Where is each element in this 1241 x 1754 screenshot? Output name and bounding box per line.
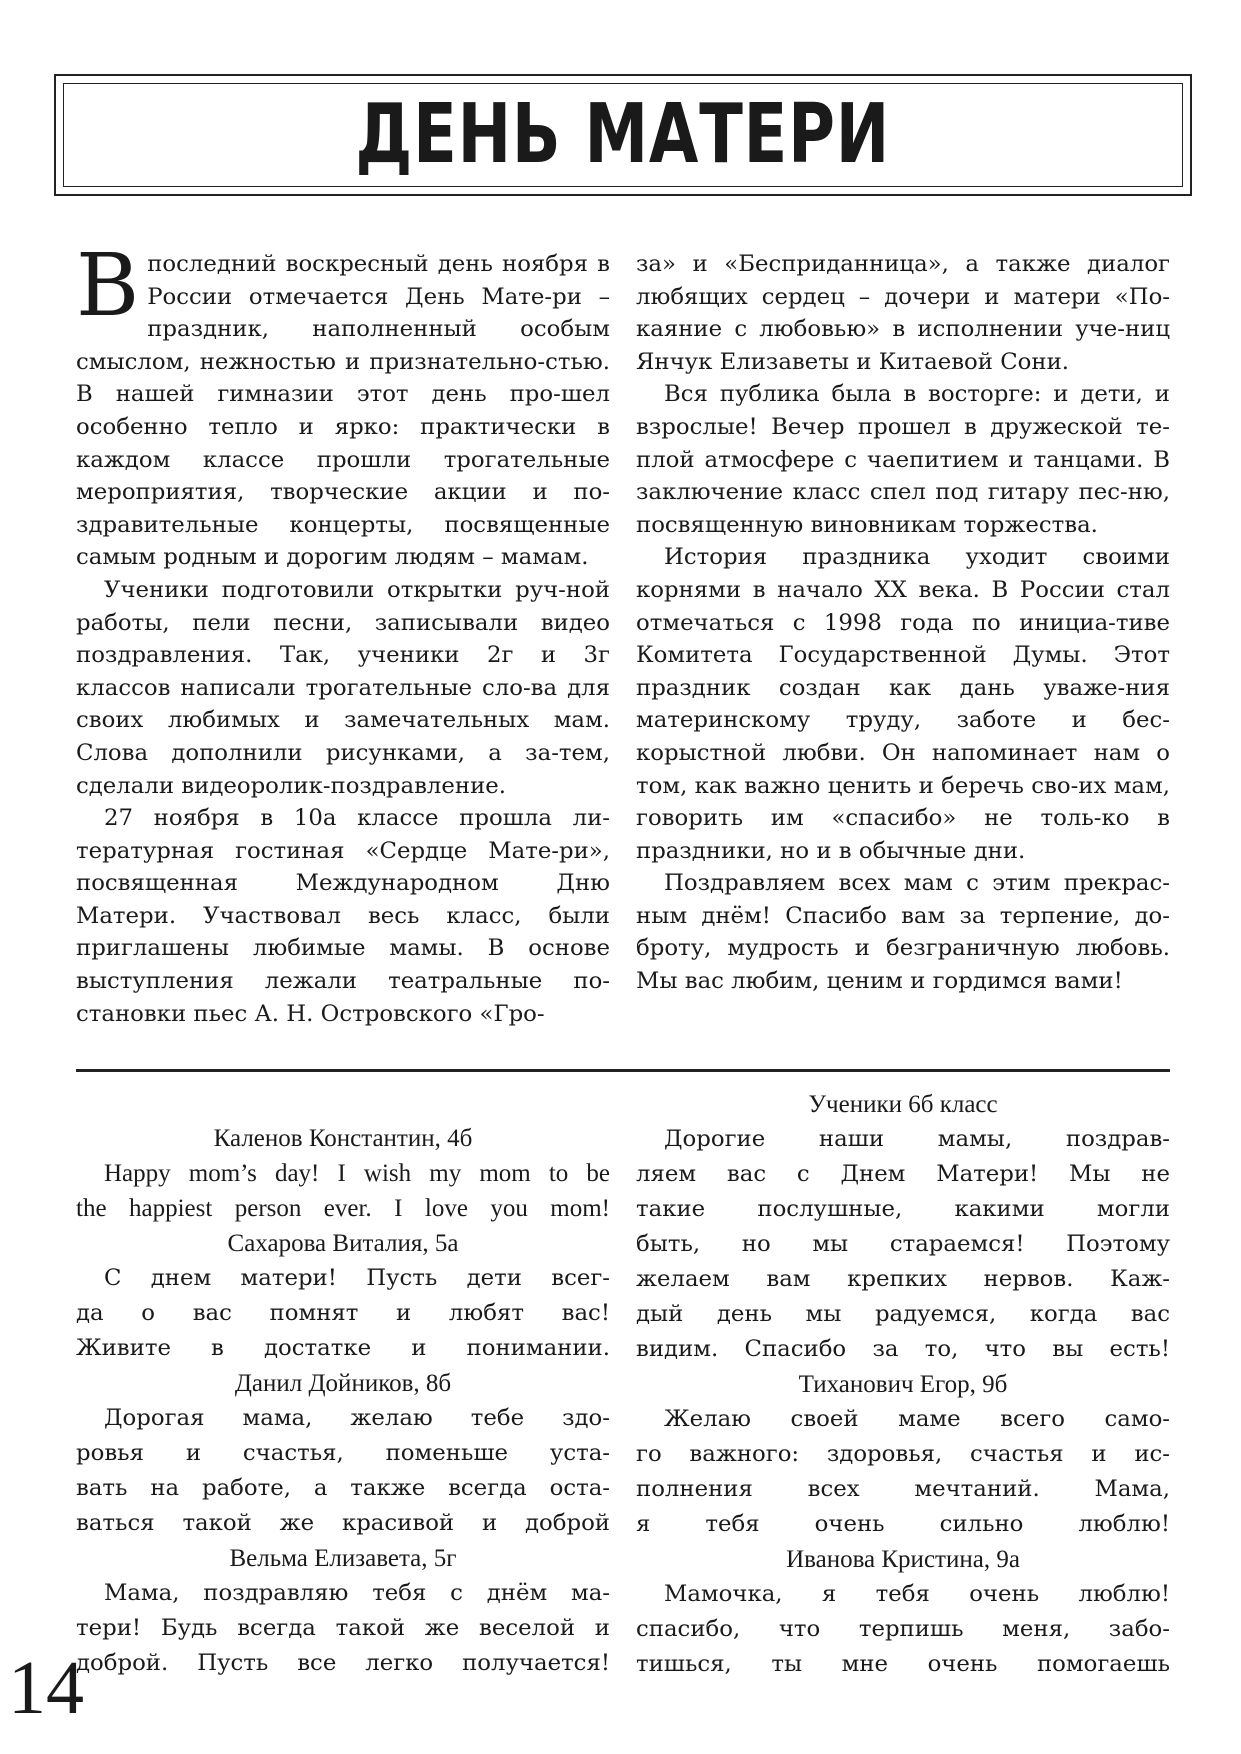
title-frame [54, 74, 1192, 196]
wish-line: тери! Будь всегда такой же веселой и [76, 1615, 610, 1641]
wish-author: Ученики 6б класс [808, 1091, 998, 1118]
article-paragraph: 27 ноября в 10а классе прошла ли-тературная гостиная «Сердце Мате-ри», посвященная Международном Дню Матери. Участвовал весь класс, были приглашены любимые мамы. В основе выступления лежали театральные по-становки пьес А. Н. Островского «Гро- [76, 805, 610, 1027]
wish-line: быть, но мы стараемся! Поэтому [636, 1231, 1170, 1257]
wish-author: Вельма Елизавета, 5г [229, 1545, 457, 1572]
wish-line: Мамочка, я тебя очень люблю! [664, 1581, 1170, 1607]
article-paragraph: за» и «Бесприданница», а также диалог любящих сердец – дочери и матери «По-каяние с любовью» в исполнении уче-ниц Янчук Елизаветы и Китаевой Сони. [636, 251, 1170, 375]
wish-line: ляем вас с Днем Матери! Мы не [636, 1161, 1170, 1187]
wishes-column-right [636, 1087, 1170, 1682]
wish-line: спасибо, что терпишь меня, забо- [636, 1616, 1170, 1642]
article-column-right [636, 248, 1170, 998]
wish-line: тишься, ты мне очень помогаешь [636, 1651, 1170, 1677]
wish-line: полнения всех мечтаний. Мама, [636, 1476, 1170, 1502]
wish-line: Дорогие наши мамы, поздрав- [664, 1126, 1170, 1152]
article-paragraph: Ученики подготовили открытки руч-ной работы, пели песни, записывали видео поздравления. Так, ученики 2г и 3г классов написали трогательные сло-ва для своих любимых и замечательных мам. Слова дополнили рисунками, а за-тем, сделали видеоролик-поздравление. [76, 576, 610, 799]
wish-line: вать на работе, а также всегда оста- [76, 1475, 610, 1501]
wish-line: да о вас помнят и любят вас! [76, 1300, 610, 1326]
wish-line: Живите в достатке и понимании. [76, 1335, 610, 1361]
paragraph-text: последний воскресный день ноября в России отмечается День Мате-ри – праздник, наполненный особым смыслом, нежностью и признательно-стью. В нашей гимназии этот день про-шел особенно тепло и ярко: практически в каждом классе прошли трогательные мероприятия, творческие акции и по-здравительные концерты, посвященные самым родным и дорогим людям – мамам. [76, 251, 610, 571]
wishes-column-left [76, 1121, 610, 1681]
article-paragraph [76, 236, 610, 574]
page-title: ДЕНЬ МАТЕРИ [355, 87, 891, 182]
wish-author: Сахарова Виталия, 5а [227, 1230, 459, 1257]
wish-line: го важного: здоровья, счастья и ис- [636, 1441, 1170, 1467]
section-divider [76, 1069, 1170, 1072]
wish-line: желаем вам крепких нервов. Каж- [636, 1266, 1170, 1292]
wish-line: Желаю своей маме всего само- [664, 1406, 1170, 1432]
wish-line: я тебя очень сильно люблю! [636, 1511, 1170, 1537]
article-paragraph: История праздника уходит своими корнями в начало XX века. В России стал отмечаться с 1998 года по инициа-тиве Комитета Государственной Думы. Этот праздник создан как дань уваже-ния материнскому труду, заботе и бес-корыстной любви. Он напоминает нам о том, как важно ценить и беречь сво-их мам, говорить им «спасибо» не толь-ко в праздники, но и в обычные дни. [636, 544, 1170, 864]
wish-line: дый день мы радуемся, когда вас [636, 1301, 1170, 1327]
drop-cap: В [76, 236, 140, 336]
article-paragraph: Поздравляем всех мам с этим прекрас-ным днём! Спасибо вам за терпение, до-броту, мудрость и безграничную любовь. Мы вас любим, ценим и гордимся вами! [636, 870, 1170, 995]
wish-line: Мама, поздравляю тебя с днём ма- [104, 1580, 610, 1606]
article-column-left [76, 236, 610, 1030]
wish-line: Happy mom’s day! I wish my mom to be [104, 1160, 610, 1187]
article-paragraph: Вся публика была в восторге: и дети, и взрослые! Вечер прошел в дружеской те-плой атмосфере с чаепитием и танцами. В заключение класс спел под гитару пес-ню, посвященную виновникам торжества. [636, 381, 1170, 538]
wish-line: ваться такой же красивой и доброй [76, 1510, 610, 1536]
page-number: 14 [8, 1646, 84, 1730]
wish-line: такие послушные, какими могли [636, 1196, 1170, 1222]
wish-author: Иванова Кристина, 9а [786, 1546, 1020, 1573]
title-inner-frame [63, 83, 1183, 187]
wish-line: доброй. Пусть все легко получается! [76, 1650, 610, 1676]
wish-line: the happiest person ever. I love you mom! [76, 1195, 610, 1222]
wish-author: Каленов Константин, 4б [213, 1125, 473, 1152]
wish-line: видим. Спасибо за то, что вы есть! [636, 1336, 1170, 1362]
wish-line: Дорогая мама, желаю тебе здо- [104, 1405, 610, 1431]
wish-line: ровья и счастья, поменьше уста- [76, 1440, 610, 1466]
wish-author: Данил Дойников, 8б [234, 1370, 452, 1397]
wish-line: С днем матери! Пусть дети всег- [104, 1265, 610, 1291]
wish-author: Тиханович Егор, 9б [798, 1371, 1008, 1398]
